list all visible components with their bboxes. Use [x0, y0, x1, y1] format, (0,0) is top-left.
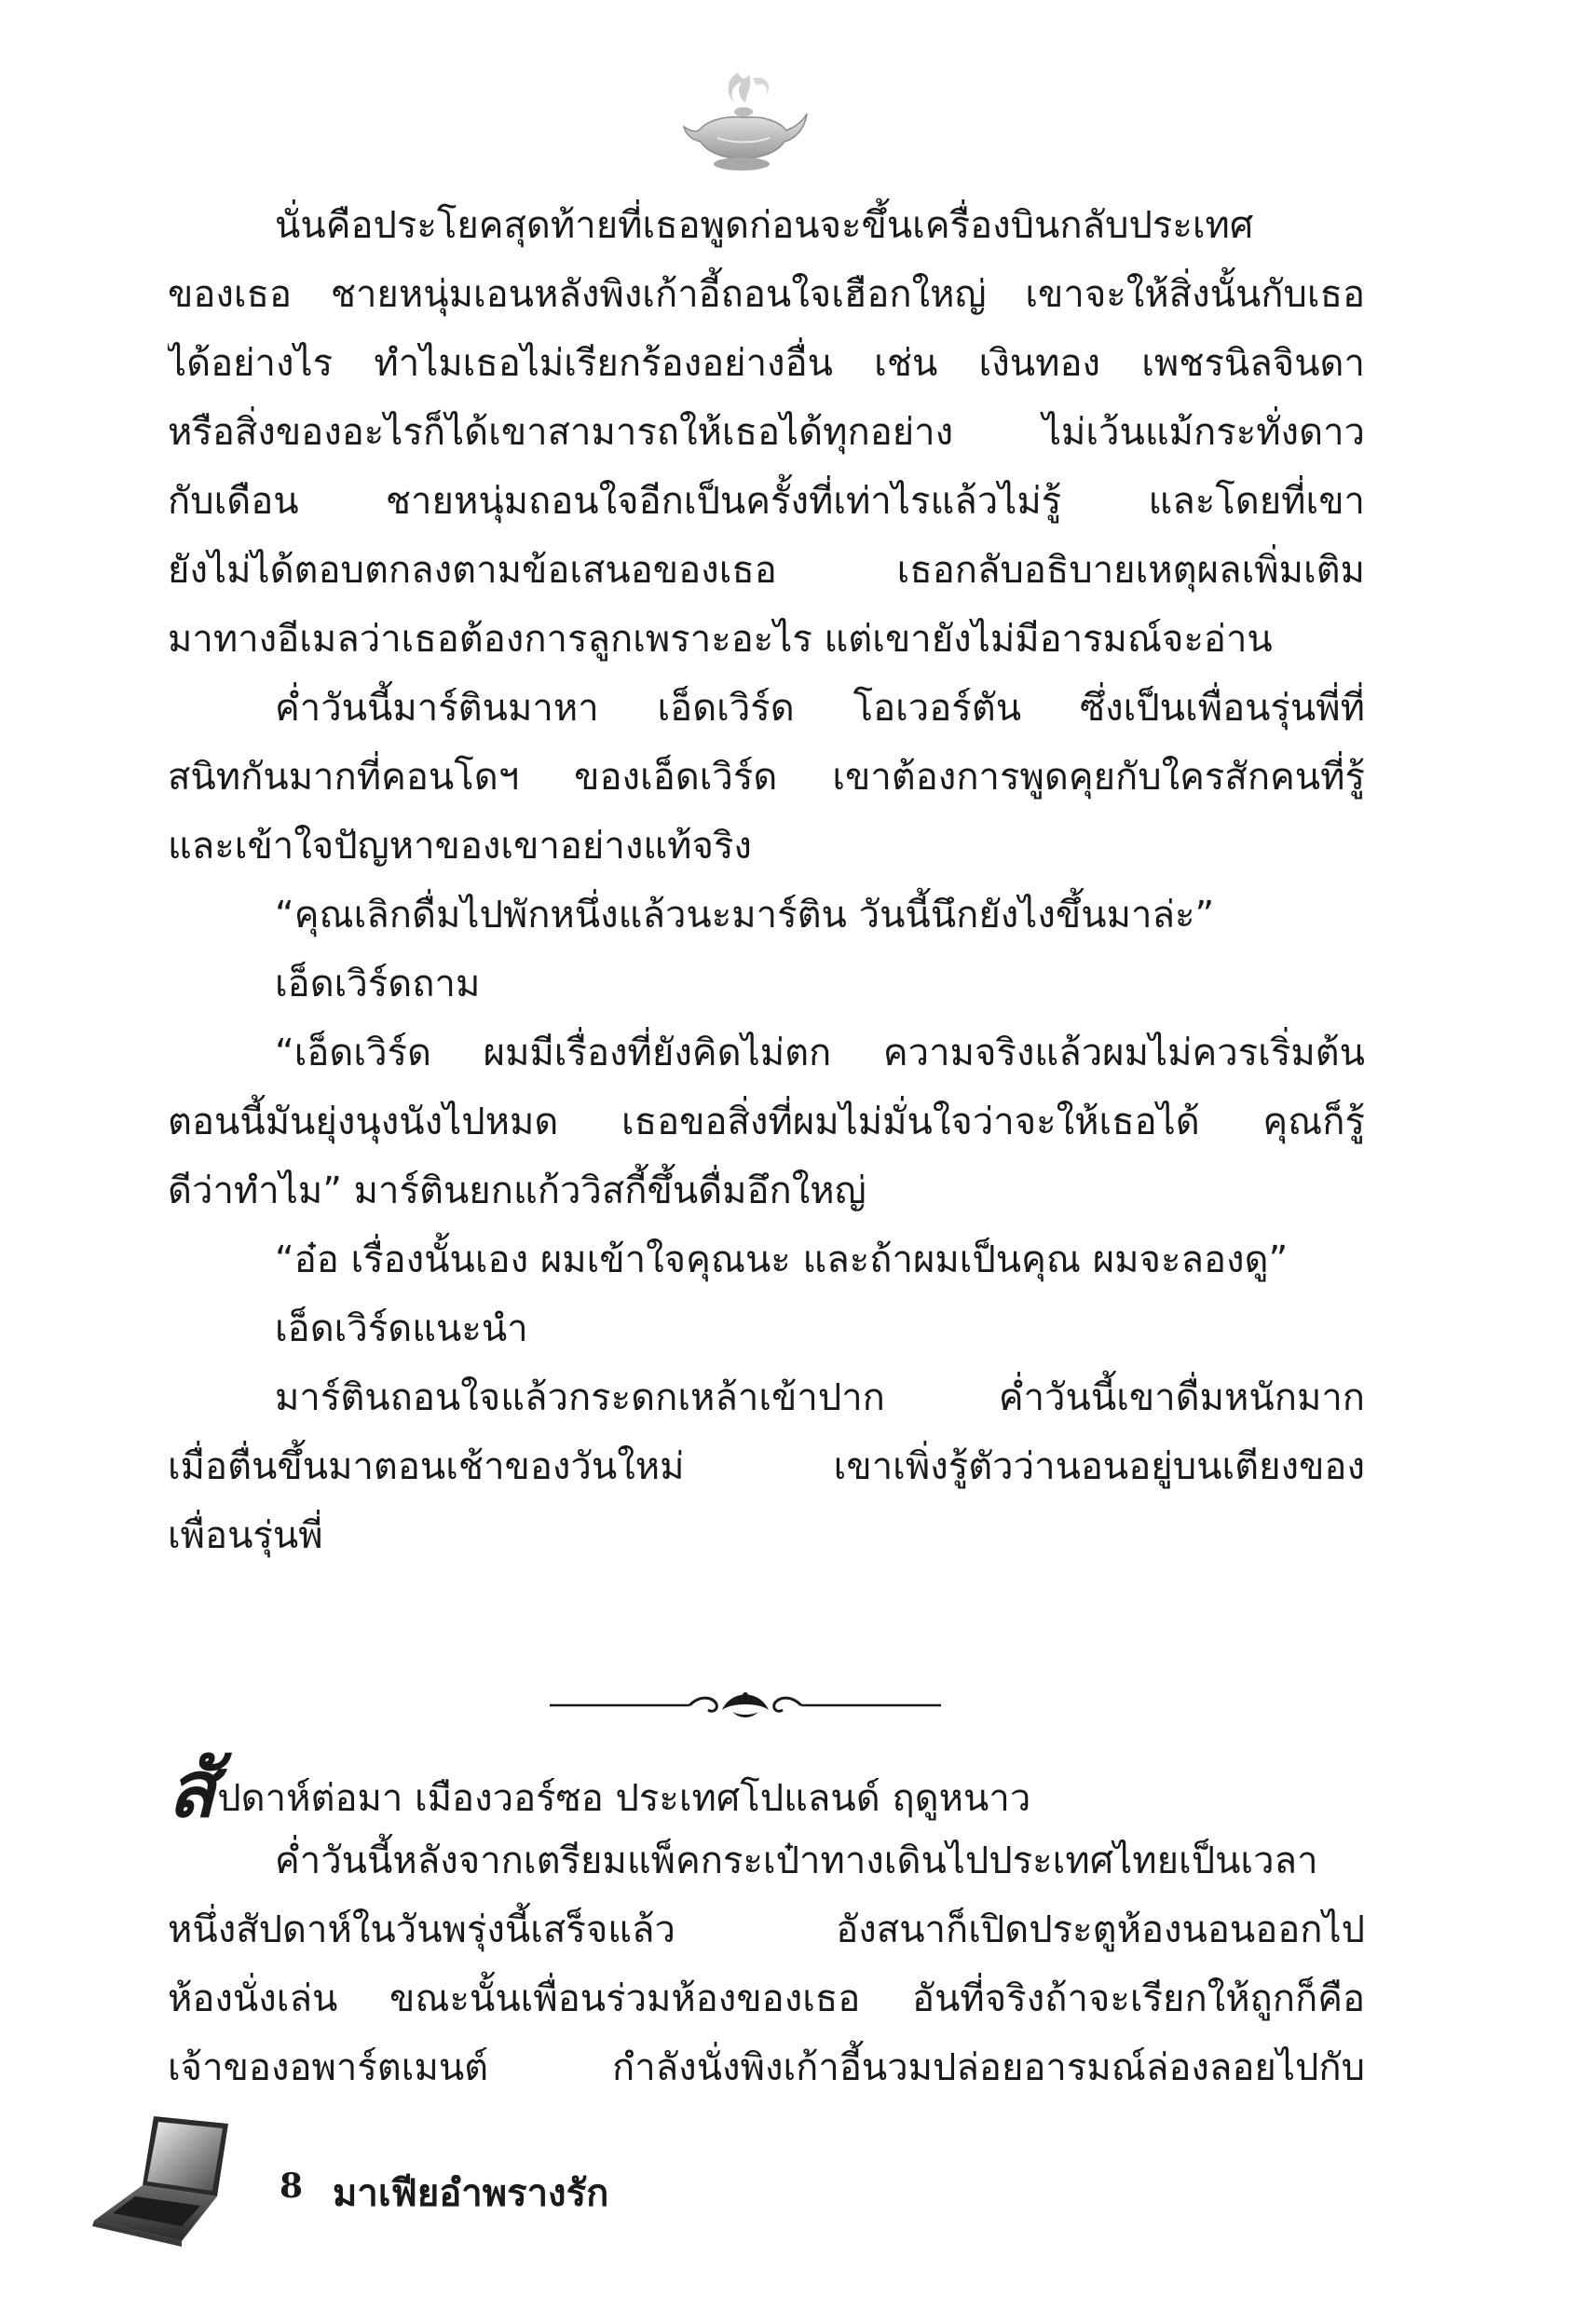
text-line: มาทางอีเมลว่าเธอต้องการลูกเพราะอะไร แต่เขายังไม่มีอารมณ์จะอ่าน — [168, 618, 1273, 661]
text-line: ห้องนั่งเล่น ขณะนั้นเพื่อนร่วมห้องของเธอ อันที่จริงถ้าจะเรียกให้ถูกก็คือ — [168, 1977, 1365, 2020]
text-line: หรือสิ่งของอะไรก็ได้เขาสามารถให้เธอได้ทุกอย่าง ไม่เว้นแม้กระทั่งดาว — [168, 411, 1365, 454]
main-text-section-two — [168, 1744, 1365, 2102]
drop-cap: สั — [168, 1744, 216, 1835]
page-number: 8 — [280, 2167, 304, 2206]
text-line: เอ็ดเวิร์ดถาม — [275, 963, 481, 1005]
section-opening-line — [168, 1744, 1365, 1835]
text-line: เจ้าของอพาร์ตเมนต์ กำลังนั่งพิงเก้าอี้นวมปล่อยอารมณ์ล่องลอยไปกับ — [168, 2046, 1365, 2089]
book-title: มาเฟียอำพรางรัก — [333, 2172, 609, 2215]
text-line: ได้อย่างไร ทำไมเธอไม่เรียกร้องอย่างอื่น เช่น เงินทอง เพชรนิลจินดา — [168, 342, 1365, 385]
opening-line-text: ปดาห์ต่อมา เมืองวอร์ซอ ประเทศโปแลนด์ ฤดูหนาว — [217, 1777, 1031, 1820]
magic-lamp-icon — [680, 65, 811, 177]
text-line: ค่ำวันนี้มาร์ตินมาหา เอ็ดเวิร์ด โอเวอร์ตัน ซึ่งเป็นเพื่อนรุ่นพี่ที่ — [275, 687, 1365, 730]
text-line: ของเธอ ชายหนุ่มเอนหลังพิงเก้าอี้ถอนใจเฮือกใหญ่ เขาจะให้สิ่งนั้นกับเธอ — [168, 273, 1365, 316]
text-line: เพื่อนรุ่นพี่ — [168, 1514, 323, 1557]
text-line: “เอ็ดเวิร์ด ผมมีเรื่องที่ยังคิดไม่ตก ความจริงแล้วผมไม่ควรเริ่มต้น — [275, 1032, 1365, 1074]
text-line: ตอนนี้มันยุ่งนุงนังไปหมด เธอขอสิ่งที่ผมไม่มั่นใจว่าจะให้เธอได้ คุณก็รู้ — [168, 1101, 1365, 1143]
text-line: หนึ่งสัปดาห์ในวันพรุ่งนี้เสร็จแล้ว อังสนาก็เปิดประตูห้องนอนออกไป — [168, 1908, 1365, 1951]
text-line: เมื่อตื่นขึ้นมาตอนเช้าของวันใหม่ เขาเพิ่งรู้ตัวว่านอนอยู่บนเตียงของ — [168, 1445, 1365, 1488]
text-line: ยังไม่ได้ตอบตกลงตามข้อเสนอของเธอ เธอกลับอธิบายเหตุผลเพิ่มเติม — [168, 549, 1365, 592]
text-line: สนิทกันมากที่คอนโดฯ ของเอ็ดเวิร์ด เขาต้องการพูดคุยกับใครสักคนที่รู้ — [168, 756, 1365, 799]
text-line: มาร์ตินถอนใจแล้วกระดกเหล้าเข้าปาก ค่ำวันนี้เขาดื่มหนักมาก — [275, 1376, 1365, 1419]
text-line: “อ๋อ เรื่องนั้นเอง ผมเข้าใจคุณนะ และถ้าผมเป็นคุณ ผมจะลองดู” — [275, 1238, 1289, 1281]
flourish-divider-icon — [550, 1682, 941, 1729]
main-text-top — [168, 191, 1365, 1570]
text-line: กับเดือน ชายหนุ่มถอนใจอีกเป็นครั้งที่เท่าไรแล้วไม่รู้ และโดยที่เขา — [168, 480, 1365, 523]
text-line: ค่ำวันนี้หลังจากเตรียมแพ็คกระเป๋าทางเดินไปประเทศไทยเป็นเวลา — [275, 1839, 1318, 1882]
text-line: ดีว่าทำไม” มาร์ตินยกแก้ววิสกี้ขึ้นดื่มอึกใหญ่ — [168, 1169, 866, 1212]
text-line: เอ็ดเวิร์ดแนะนำ — [275, 1307, 528, 1350]
text-line: และเข้าใจปัญหาของเขาอย่างแท้จริง — [168, 825, 752, 868]
text-line: “คุณเลิกดื่มไปพักหนึ่งแล้วนะมาร์ติน วันนี้นึกยังไงขึ้นมาล่ะ” — [275, 894, 1215, 937]
page-footer — [89, 2111, 741, 2260]
text-line: นั่นคือประโยคสุดท้ายที่เธอพูดก่อนจะขึ้นเครื่องบินกลับประเทศ — [275, 204, 1254, 247]
laptop-icon — [89, 2111, 247, 2250]
